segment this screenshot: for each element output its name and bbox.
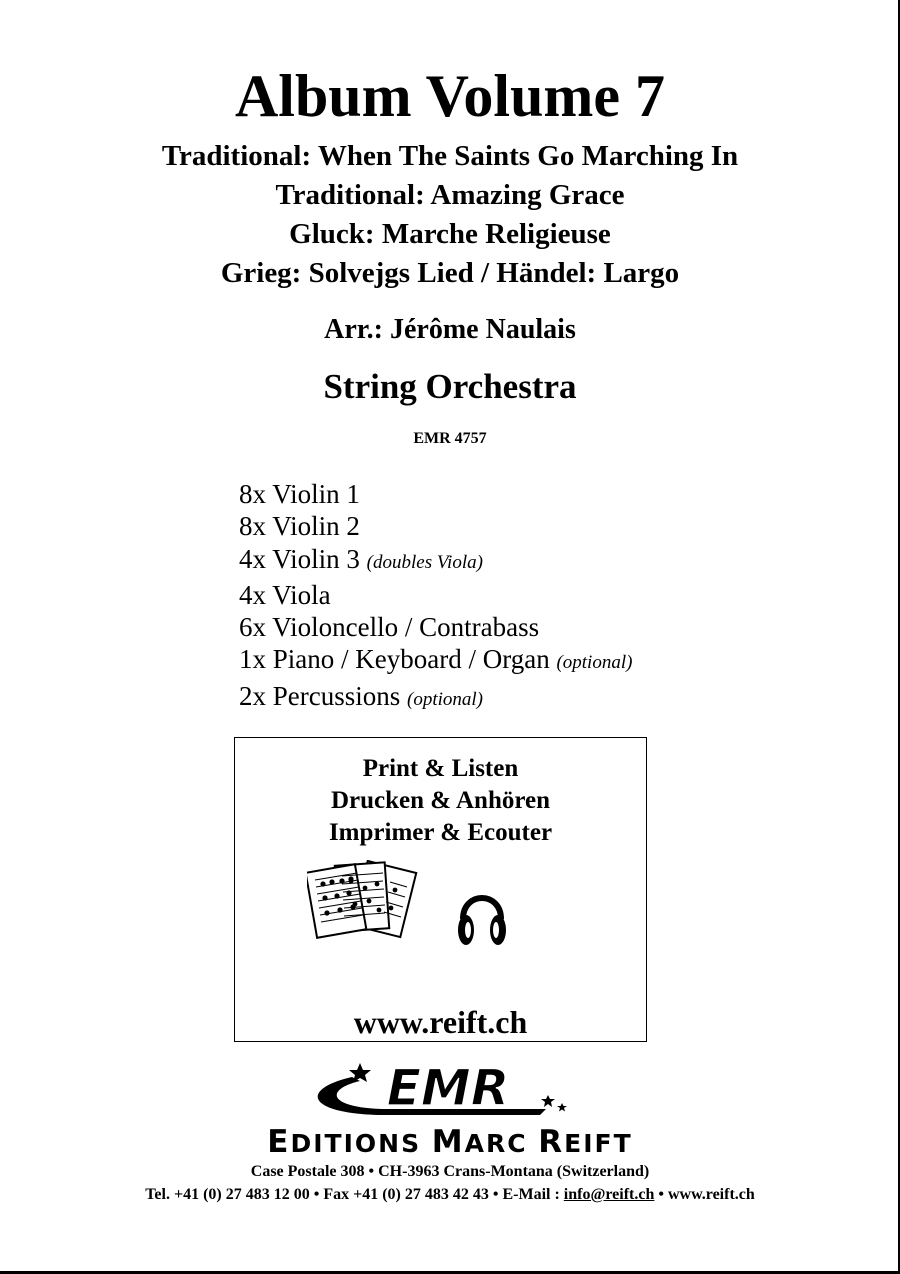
part-item: 6x Violoncello / Contrabass: [239, 612, 540, 643]
headphones-icon: [457, 881, 507, 951]
website-link[interactable]: www.reift.ch: [353, 1004, 528, 1040]
part-item: 4x Violin 3 (doubles Viola): [239, 543, 483, 574]
promo-line: Print & Listen: [362, 755, 519, 782]
publisher-name: EDITIONS MARC REIFT: [267, 1124, 633, 1160]
promo-line: Imprimer & Ecouter: [328, 819, 553, 846]
part-item: 8x Violin 2: [239, 511, 360, 542]
part-item: 8x Violin 1: [239, 479, 360, 509]
part-item: 2x Percussions (optional): [239, 680, 483, 711]
print-listen-box: [234, 737, 647, 1042]
sheet-music-icon: [307, 860, 439, 952]
part-note: (optional): [407, 688, 483, 710]
contact-line: Tel. +41 (0) 27 483 12 00 • Fax +41 (0) 27 483 42 43 • E-Mail : info@reift.ch • www.reift.ch: [145, 1186, 755, 1203]
emr-logo: [300, 1055, 600, 1121]
piece-title: Traditional: Amazing Grace: [275, 179, 625, 211]
part-note: (doubles Viola): [366, 551, 483, 573]
postal-address: Case Postale 308 • CH-3963 Crans-Montana (Switzerland): [250, 1163, 650, 1180]
parts-list: [239, 478, 632, 716]
arranger: Arr.: Jérôme Naulais: [324, 314, 576, 345]
piece-title: Gluck: Marche Religieuse: [289, 218, 611, 250]
catalog-number: EMR 4757: [413, 430, 487, 447]
part-item: 1x Piano / Keyboard / Organ (optional): [239, 644, 633, 675]
part-note: (optional): [556, 652, 633, 674]
emr-logo-text: EMR: [386, 1059, 510, 1117]
album-title: Album Volume 7: [234, 63, 666, 129]
promo-line: Drucken & Anhören: [330, 787, 550, 814]
piece-title: Traditional: When The Saints Go Marching In: [161, 140, 739, 172]
ensemble: String Orchestra: [323, 367, 577, 406]
piece-title: Grieg: Solvejgs Lied / Händel: Largo: [220, 257, 680, 289]
email-link[interactable]: info@reift.ch: [563, 1186, 655, 1203]
part-item: 4x Viola: [239, 579, 331, 610]
